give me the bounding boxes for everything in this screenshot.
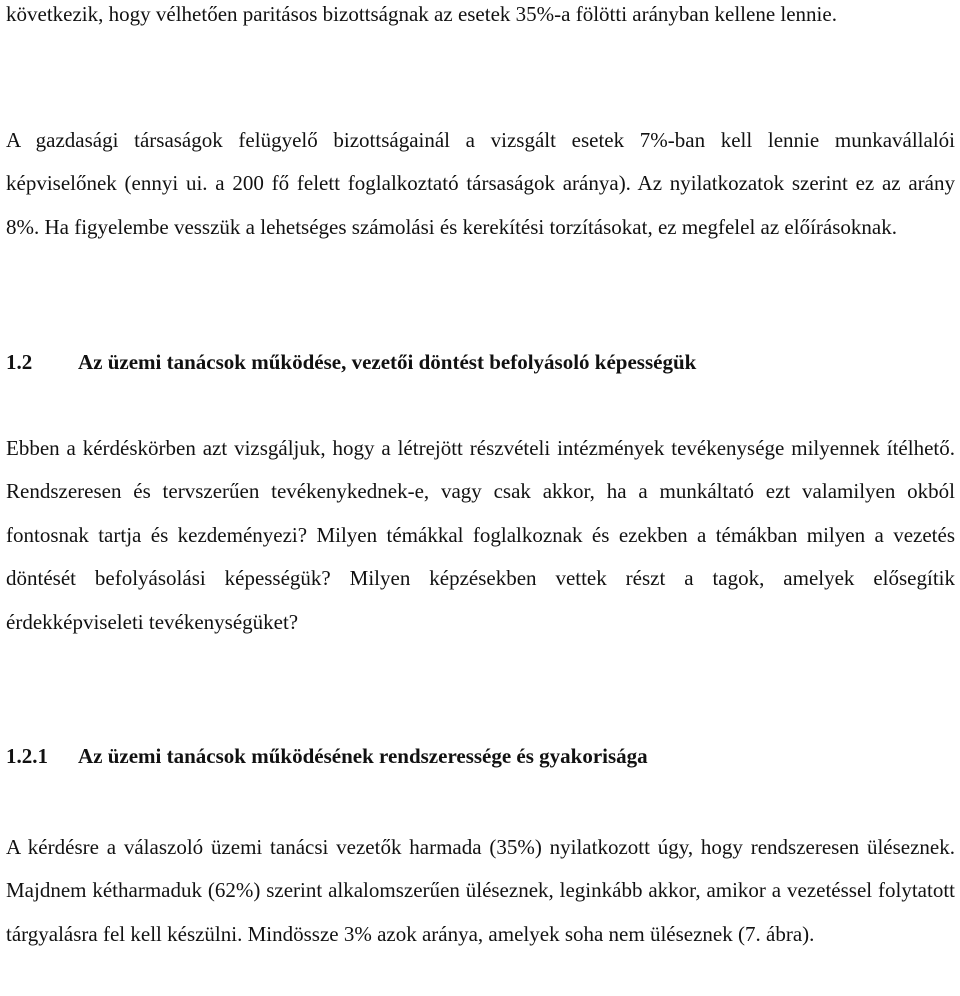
- section-title: Az üzemi tanácsok működése, vezetői döntést befolyásoló képességük: [78, 350, 697, 374]
- section-heading-1-2-1: [6, 742, 648, 770]
- paragraph-intro: következik, hogy vélhetően paritásos bizottságnak az esetek 35%-a fölötti arányban kellene lennie.: [6, 2, 837, 26]
- paragraph-section-1-2: Ebben a kérdéskörben azt vizsgáljuk, hogy a létrejött részvételi intézmények tevékenysége milyennek ítélhető. Rendszeresen és tervszerűen tevékenykednek-e, vagy csak akkor, ha a munkáltató ezt valamilyen okból fontosnak tartja és kezdeményezi? Milyen témákkal foglalkoznak és ezekben a témákban milyen a vezetés döntését befolyásolási képességük? Milyen képzésekben vettek részt a tagok, amelyek elősegítik érdekképviseleti tevékenységüket?: [6, 436, 955, 634]
- section-heading-1-2: [6, 348, 697, 376]
- section-number: 1.2: [6, 350, 33, 374]
- subsection-number: 1.2.1: [6, 744, 48, 768]
- subsection-title: Az üzemi tanácsok működésének rendszeressége és gyakorisága: [78, 744, 648, 768]
- paragraph-section-1-2-1: A kérdésre a válaszoló üzemi tanácsi vezetők harmada (35%) nyilatkozott úgy, hogy rendszeresen üléseznek. Majdnem kétharmaduk (62%) szerint alkalomszerűen üléseznek, leginkább akkor, amikor a vezetéssel folytatott tárgyalásra fel kell készülni. Mindössze 3% azok aránya, amelyek soha nem üléseznek (7. ábra).: [6, 835, 955, 946]
- paragraph-supervisory-boards: A gazdasági társaságok felügyelő bizottságainál a vizsgált esetek 7%-ban kell lennie munkavállalói képviselőnek (ennyi ui. a 200 fő felett foglalkoztató társaságok aránya). Az nyilatkozatok szerint ez az arány 8%. Ha figyelembe vesszük a lehetséges számolási és kerekítési torzításokat, ez megfelel az előírásoknak.: [6, 128, 955, 239]
